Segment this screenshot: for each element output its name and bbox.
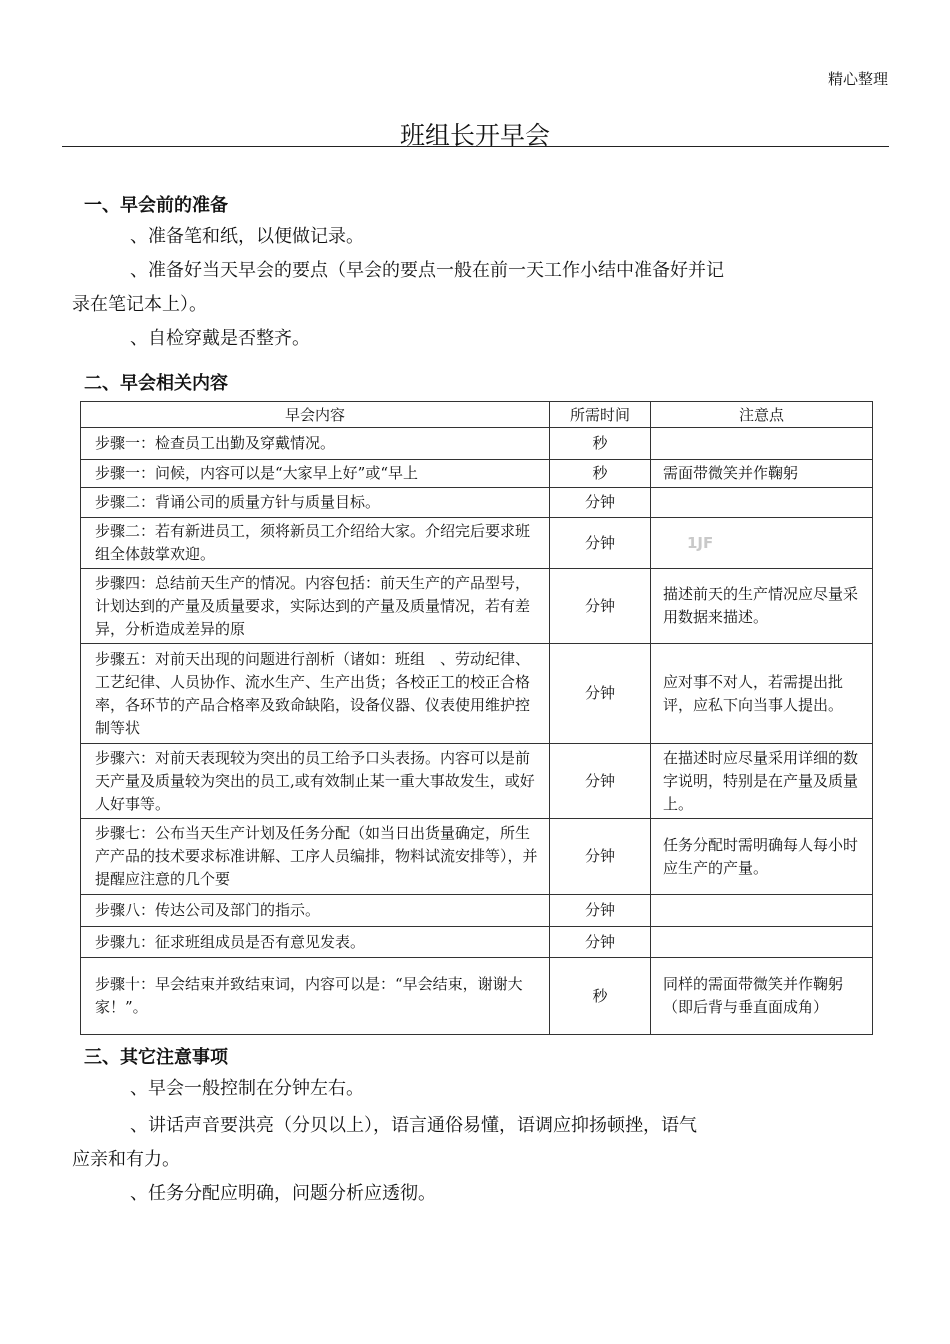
step-time: 分钟 [550,488,651,518]
step-note: 描述前天的生产情况应尽量采用数据来描述。 [651,569,873,644]
title-divider [62,146,889,147]
column-header-content: 早会内容 [81,402,550,428]
step-note [651,488,873,518]
table-row [81,488,873,518]
faint-stamp-mark: 1JF [687,533,714,552]
table-row [81,895,873,927]
step-note [651,518,873,569]
other-notes-list [72,1072,872,1211]
step-note: 在描述时应尽量采用详细的数字说明，特别是在产量及质量上。 [651,744,873,819]
step-note: 任务分配时需明确每人每小时应生产的产量。 [651,819,873,895]
table-row [81,644,873,744]
step-note: 同样的需面带微笑并作鞠躬（即后背与垂直面成角） [651,958,873,1035]
step-content: 步骤二：若有新进员工，须将新员工介绍给大家。介绍完后要求班组全体鼓掌欢迎。 [81,518,550,569]
step-content: 步骤九：征求班组成员是否有意见发表。 [81,927,550,958]
other-note-item: 、任务分配应明确，问题分析应透彻。 [130,1183,436,1204]
other-note-item: 、早会一般控制在分钟左右。 [130,1078,364,1099]
table-row [81,460,873,488]
preparation-item: 、准备笔和纸，以便做记录。 [130,226,364,247]
step-content: 步骤十：早会结束并致结束词，内容可以是：“早会结束，谢谢大家！”。 [81,958,550,1035]
step-time: 分钟 [550,819,651,895]
step-time: 分钟 [550,569,651,644]
table-row [81,819,873,895]
step-content: 步骤一：问候，内容可以是“大家早上好”或“早上 [81,460,550,488]
table-header-row [81,402,873,428]
meeting-steps-table [80,401,873,1035]
column-header-notes: 注意点 [651,402,873,428]
preparation-item-continuation: 录在笔记本上）。 [72,294,207,315]
step-time: 秒 [550,460,651,488]
other-note-item: 、讲话声音要洪亮（分贝以上），语言通俗易懂，语调应抑扬顿挫，语气 [130,1115,697,1136]
table-row [81,518,873,569]
step-time: 分钟 [550,518,651,569]
step-time: 分钟 [550,927,651,958]
table-row [81,744,873,819]
step-content: 步骤六：对前天表现较为突出的员工给予口头表扬。内容可以是前天产量及质量较为突出的员工,或有效制止某一重大事故发生，或好人好事等。 [81,744,550,819]
step-note [651,428,873,460]
step-content: 步骤一：检查员工出勤及穿戴情况。 [81,428,550,460]
step-content: 步骤五：对前天出现的问题进行剖析（诸如：班组 、劳动纪律、工艺纪律、人员协作、流水生产、生产出货；各校正工的校正合格率，各环节的产品合格率及致命缺陷，设备仪器、仪表使用维护控制等状 [81,644,550,744]
table-row [81,927,873,958]
table-row [81,958,873,1035]
other-note-item-continuation: 应亲和有力。 [72,1149,180,1170]
step-time: 秒 [550,958,651,1035]
step-content: 步骤二：背诵公司的质量方针与质量目标。 [81,488,550,518]
table-row [81,428,873,460]
preparation-item: 、准备好当天早会的要点（早会的要点一般在前一天工作小结中准备好并记 [130,260,724,281]
step-content: 步骤七：公布当天生产计划及任务分配（如当日出货量确定，所生产产品的技术要求标准讲解、工序人员编排，物料试流安排等），并提醒应注意的几个要 [81,819,550,895]
section-heading-other-notes: 三、其它注意事项 [84,1047,228,1068]
step-note: 需面带微笑并作鞠躬 [651,460,873,488]
step-note [651,895,873,927]
header-note: 精心整理 [827,70,888,88]
step-time: 分钟 [550,895,651,927]
preparation-list [72,220,872,356]
section-heading-content: 二、早会相关内容 [84,373,228,394]
section-heading-preparation: 一、早会前的准备 [84,195,228,216]
step-content: 步骤八：传达公司及部门的指示。 [81,895,550,927]
step-time: 分钟 [550,644,651,744]
step-time: 秒 [550,428,651,460]
step-note: 应对事不对人，若需提出批评，应私下向当事人提出。 [651,644,873,744]
table-row [81,569,873,644]
page-title: 班组长开早会 [399,121,550,150]
step-time: 分钟 [550,744,651,819]
step-content: 步骤四：总结前天生产的情况。内容包括：前天生产的产品型号，计划达到的产量及质量要求，实际达到的产量及质量情况，若有差异，分析造成差异的原 [81,569,550,644]
step-note [651,927,873,958]
preparation-item: 、自检穿戴是否整齐。 [130,328,310,349]
column-header-time: 所需时间 [550,402,651,428]
